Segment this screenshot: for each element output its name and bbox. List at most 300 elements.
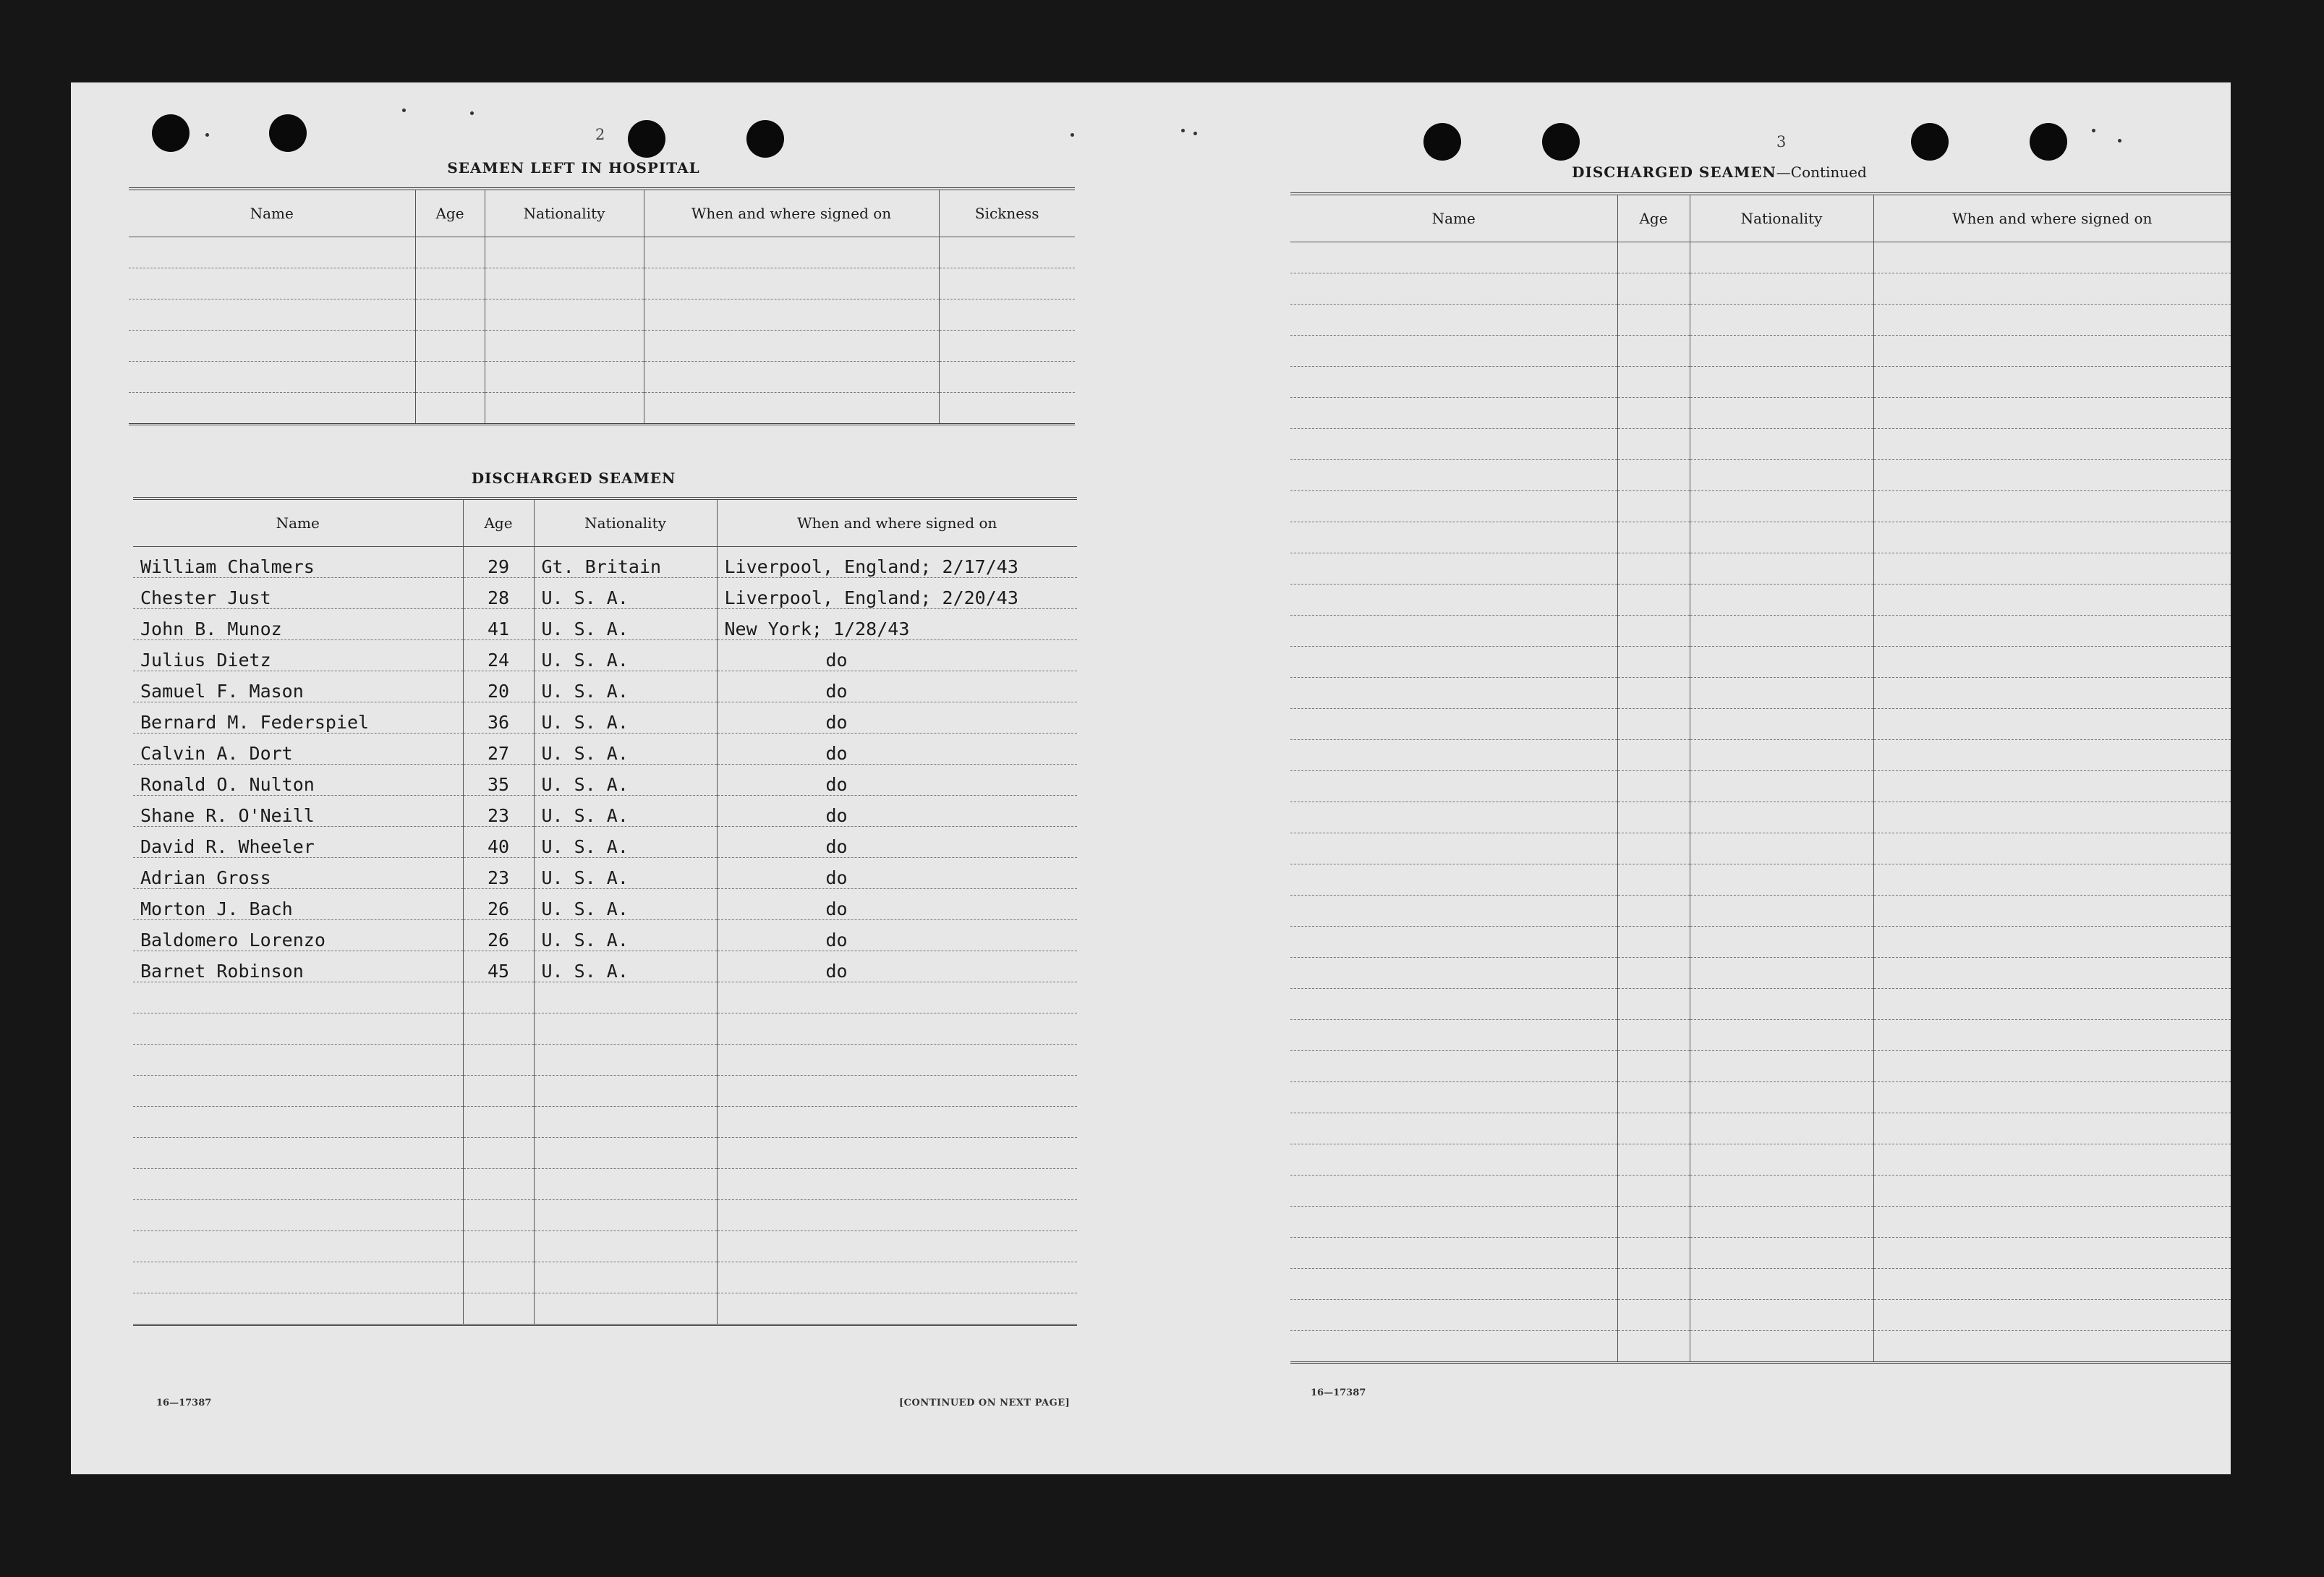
cell-signed-on: do: [717, 734, 1077, 765]
punch-hole: [628, 120, 665, 158]
table-row: [129, 299, 1075, 331]
cell-signed-on: do: [717, 702, 1077, 734]
table-row: [129, 393, 1075, 425]
cell-nationality: U. S. A.: [534, 951, 717, 982]
cell-nationality: U. S. A.: [534, 858, 717, 889]
table-row: [133, 640, 1077, 671]
cell-age: [1617, 1176, 1690, 1207]
cell-age: [463, 1076, 534, 1107]
column-header-nationality: Nationality: [534, 498, 717, 547]
cell-name: [133, 1293, 463, 1325]
cell-name: [1290, 802, 1617, 833]
punch-hole: [746, 120, 784, 158]
cell-name: [129, 237, 415, 268]
cell-age: [463, 1262, 534, 1293]
cell-name: [1290, 1113, 1617, 1144]
table-row: [1290, 1238, 2231, 1269]
cell-signed-on: do: [717, 951, 1077, 982]
table-row: [1290, 1144, 2231, 1176]
punch-hole: [1911, 123, 1949, 161]
punch-hole: [152, 114, 190, 152]
speck: [1193, 132, 1197, 135]
cell-nationality: [1690, 429, 1873, 460]
table-row: [1290, 398, 2231, 429]
column-header-nationality: Nationality: [485, 189, 644, 237]
cell-nationality: [1690, 958, 1873, 989]
cell-nationality: [1690, 273, 1873, 305]
cell-age: [1617, 771, 1690, 802]
cell-age: [1617, 585, 1690, 616]
table-row: [133, 609, 1077, 640]
cell-age: [1617, 1300, 1690, 1331]
cell-age: [415, 362, 485, 393]
cell-name: [1290, 1238, 1617, 1269]
cell-signed-on: [1873, 1331, 2231, 1363]
speck: [2118, 139, 2121, 143]
cell-name: [1290, 1051, 1617, 1082]
cell-nationality: [1690, 740, 1873, 771]
cell-nationality: U. S. A.: [534, 889, 717, 920]
cell-age: 23: [463, 858, 534, 889]
cell-age: 20: [463, 671, 534, 702]
cell-name: [1290, 553, 1617, 585]
cell-signed-on: [717, 1013, 1077, 1045]
cell-signed-on: New York; 1/28/43: [717, 609, 1077, 640]
cell-signed-on: [1873, 616, 2231, 647]
table-row: [133, 1076, 1077, 1107]
cell-signed-on: [1873, 896, 2231, 927]
table-row: [1290, 367, 2231, 398]
cell-name: [1290, 522, 1617, 553]
cell-age: [1617, 678, 1690, 709]
table-row: [1290, 1331, 2231, 1363]
cell-age: [1617, 1144, 1690, 1176]
cell-nationality: [1690, 367, 1873, 398]
form-number: 16—17387: [1311, 1387, 1366, 1398]
cell-nationality: [534, 1169, 717, 1200]
cell-name: [129, 268, 415, 299]
cell-name: Adrian Gross: [133, 858, 463, 889]
cell-age: [1617, 1269, 1690, 1300]
cell-nationality: [1690, 927, 1873, 958]
cell-name: Shane R. O'Neill: [133, 796, 463, 827]
cell-nationality: [1690, 1207, 1873, 1238]
cell-signed-on: [1873, 1082, 2231, 1113]
page-number: 2: [595, 126, 605, 143]
punch-hole: [1423, 123, 1461, 161]
cell-nationality: [1690, 1176, 1873, 1207]
cell-nationality: [1690, 585, 1873, 616]
cell-name: Baldomero Lorenzo: [133, 920, 463, 951]
table-row: [1290, 305, 2231, 336]
cell-nationality: [485, 393, 644, 425]
cell-name: [1290, 771, 1617, 802]
cell-name: [1290, 460, 1617, 491]
cell-signed-on: [717, 1138, 1077, 1169]
cell-nationality: U. S. A.: [534, 796, 717, 827]
cell-nationality: [1690, 616, 1873, 647]
cell-age: [1617, 1331, 1690, 1363]
cell-signed-on: do: [717, 640, 1077, 671]
cell-nationality: [534, 1293, 717, 1325]
cell-signed-on: do: [717, 765, 1077, 796]
table-row: [133, 1045, 1077, 1076]
table-row: [133, 827, 1077, 858]
table-row: [133, 951, 1077, 982]
table-row: [133, 765, 1077, 796]
table-row: [129, 362, 1075, 393]
cell-nationality: [1690, 896, 1873, 927]
cell-signed-on: do: [717, 920, 1077, 951]
discharged-table: [133, 497, 1077, 1326]
cell-name: [1290, 958, 1617, 989]
cell-signed-on: [1873, 1113, 2231, 1144]
cell-nationality: [1690, 336, 1873, 367]
cell-sickness: [939, 393, 1075, 425]
table-row: [1290, 1020, 2231, 1051]
cell-age: [463, 1107, 534, 1138]
cell-signed-on: Liverpool, England; 2/17/43: [717, 547, 1077, 578]
cell-name: [133, 1262, 463, 1293]
title-suffix: —Continued: [1776, 163, 1867, 181]
cell-sickness: [939, 331, 1075, 362]
table-row: [1290, 273, 2231, 305]
cell-name: [133, 1076, 463, 1107]
cell-name: Chester Just: [133, 578, 463, 609]
cell-age: [1617, 647, 1690, 678]
cell-nationality: [485, 331, 644, 362]
cell-signed-on: do: [717, 889, 1077, 920]
cell-age: [1617, 802, 1690, 833]
cell-name: Morton J. Bach: [133, 889, 463, 920]
cell-age: [1617, 553, 1690, 585]
cell-nationality: [485, 299, 644, 331]
cell-age: [463, 982, 534, 1013]
cell-name: [133, 982, 463, 1013]
table-row: [1290, 740, 2231, 771]
cell-age: 29: [463, 547, 534, 578]
cell-signed-on: [1873, 336, 2231, 367]
cell-nationality: [1690, 460, 1873, 491]
cell-nationality: [1690, 553, 1873, 585]
cell-signed-on: [644, 393, 939, 425]
cell-nationality: U. S. A.: [534, 640, 717, 671]
cell-signed-on: [1873, 678, 2231, 709]
table-row: [1290, 833, 2231, 864]
table-row: [1290, 553, 2231, 585]
cell-age: [1617, 273, 1690, 305]
cell-name: [1290, 1176, 1617, 1207]
cell-age: [1617, 989, 1690, 1020]
cell-signed-on: [1873, 864, 2231, 896]
cell-nationality: [1690, 491, 1873, 522]
cell-age: [1617, 1020, 1690, 1051]
discharged-continued-table: [1290, 192, 2231, 1364]
cell-nationality: [1690, 802, 1873, 833]
cell-signed-on: [1873, 1176, 2231, 1207]
cell-signed-on: do: [717, 827, 1077, 858]
cell-nationality: U. S. A.: [534, 765, 717, 796]
cell-signed-on: [1873, 522, 2231, 553]
speck: [205, 133, 209, 137]
cell-nationality: [1690, 1051, 1873, 1082]
table-row: [129, 237, 1075, 268]
cell-nationality: [1690, 833, 1873, 864]
cell-nationality: [1690, 1300, 1873, 1331]
cell-signed-on: [717, 1107, 1077, 1138]
table-row: [133, 734, 1077, 765]
table-row: [133, 1013, 1077, 1045]
table-row: [133, 1200, 1077, 1231]
cell-age: 24: [463, 640, 534, 671]
cell-sickness: [939, 268, 1075, 299]
cell-name: [1290, 1300, 1617, 1331]
column-header-signed-on: When and where signed on: [644, 189, 939, 237]
cell-signed-on: [1873, 585, 2231, 616]
cell-age: [463, 1200, 534, 1231]
cell-name: [133, 1169, 463, 1200]
cell-name: [1290, 585, 1617, 616]
cell-age: [1617, 864, 1690, 896]
cell-age: [1617, 616, 1690, 647]
cell-age: 23: [463, 796, 534, 827]
cell-name: [1290, 491, 1617, 522]
cell-name: [1290, 242, 1617, 273]
cell-age: 36: [463, 702, 534, 734]
cell-age: [463, 1169, 534, 1200]
cell-nationality: [1690, 864, 1873, 896]
cell-name: [129, 331, 415, 362]
column-header-age: Age: [415, 189, 485, 237]
cell-nationality: U. S. A.: [534, 671, 717, 702]
table-row: [1290, 242, 2231, 273]
cell-name: [129, 299, 415, 331]
cell-nationality: [1690, 989, 1873, 1020]
cell-signed-on: [1873, 1144, 2231, 1176]
cell-age: [1617, 1207, 1690, 1238]
continued-note: [CONTINUED ON NEXT PAGE]: [899, 1398, 1071, 1408]
speck: [2092, 129, 2095, 132]
table-row: [133, 578, 1077, 609]
cell-age: [1617, 740, 1690, 771]
cell-name: [133, 1107, 463, 1138]
cell-name: [1290, 1207, 1617, 1238]
cell-nationality: U. S. A.: [534, 702, 717, 734]
table-row: [1290, 771, 2231, 802]
cell-age: [1617, 305, 1690, 336]
cell-age: 26: [463, 889, 534, 920]
punch-hole: [269, 114, 307, 152]
table-row: [1290, 1300, 2231, 1331]
cell-age: [1617, 242, 1690, 273]
discharged-continued-title: [1340, 163, 2099, 181]
cell-signed-on: [717, 1200, 1077, 1231]
cell-age: 27: [463, 734, 534, 765]
column-header-signed-on: When and where signed on: [717, 498, 1077, 547]
cell-name: [1290, 1082, 1617, 1113]
cell-signed-on: [1873, 927, 2231, 958]
cell-signed-on: [644, 237, 939, 268]
cell-age: [1617, 833, 1690, 864]
cell-signed-on: do: [717, 858, 1077, 889]
cell-sickness: [939, 299, 1075, 331]
cell-nationality: [1690, 1269, 1873, 1300]
cell-age: 45: [463, 951, 534, 982]
cell-nationality: [1690, 522, 1873, 553]
cell-signed-on: [1873, 1300, 2231, 1331]
cell-name: [1290, 336, 1617, 367]
cell-age: 26: [463, 920, 534, 951]
cell-name: [1290, 833, 1617, 864]
cell-name: [1290, 896, 1617, 927]
table-row: [1290, 958, 2231, 989]
cell-age: [1617, 429, 1690, 460]
table-row: [1290, 616, 2231, 647]
cell-name: [129, 362, 415, 393]
table-row: [1290, 1207, 2231, 1238]
cell-age: [463, 1293, 534, 1325]
cell-age: [1617, 460, 1690, 491]
cell-name: [1290, 398, 1617, 429]
cell-nationality: [534, 1138, 717, 1169]
cell-signed-on: [644, 362, 939, 393]
table-row: [133, 702, 1077, 734]
cell-signed-on: [717, 1076, 1077, 1107]
cell-signed-on: [1873, 958, 2231, 989]
cell-age: [1617, 896, 1690, 927]
cell-age: [415, 299, 485, 331]
cell-name: Bernard M. Federspiel: [133, 702, 463, 734]
cell-name: [133, 1200, 463, 1231]
cell-signed-on: [1873, 460, 2231, 491]
cell-nationality: U. S. A.: [534, 734, 717, 765]
cell-name: [1290, 864, 1617, 896]
table-row: [129, 331, 1075, 362]
table-row: [133, 547, 1077, 578]
cell-name: [129, 393, 415, 425]
cell-name: Barnet Robinson: [133, 951, 463, 982]
cell-nationality: [1690, 1331, 1873, 1363]
table-row: [133, 1169, 1077, 1200]
speck: [402, 109, 406, 112]
form-sheet: [71, 82, 2231, 1474]
punch-hole: [1542, 123, 1580, 161]
cell-name: John B. Munoz: [133, 609, 463, 640]
cell-nationality: [1690, 1113, 1873, 1144]
cell-signed-on: [717, 1231, 1077, 1262]
cell-age: [415, 393, 485, 425]
table-row: [1290, 1113, 2231, 1144]
cell-nationality: U. S. A.: [534, 827, 717, 858]
cell-name: David R. Wheeler: [133, 827, 463, 858]
table-row: [133, 1293, 1077, 1325]
table-row: [1290, 896, 2231, 927]
cell-name: Calvin A. Dort: [133, 734, 463, 765]
cell-nationality: [1690, 305, 1873, 336]
cell-nationality: [1690, 1144, 1873, 1176]
cell-age: [1617, 1082, 1690, 1113]
table-row: [1290, 1269, 2231, 1300]
cell-nationality: [1690, 709, 1873, 740]
table-row: [133, 982, 1077, 1013]
cell-age: 41: [463, 609, 534, 640]
cell-nationality: U. S. A.: [534, 578, 717, 609]
column-header-signed-on: When and where signed on: [1873, 194, 2231, 242]
column-header-nationality: Nationality: [1690, 194, 1873, 242]
table-row: [1290, 989, 2231, 1020]
cell-signed-on: [717, 1045, 1077, 1076]
cell-signed-on: [1873, 1207, 2231, 1238]
cell-signed-on: [1873, 771, 2231, 802]
table-row: [1290, 585, 2231, 616]
cell-signed-on: [1873, 740, 2231, 771]
cell-name: [1290, 305, 1617, 336]
cell-sickness: [939, 237, 1075, 268]
cell-signed-on: [644, 268, 939, 299]
cell-age: [415, 331, 485, 362]
cell-signed-on: [1873, 1269, 2231, 1300]
hospital-table: [129, 187, 1075, 425]
cell-age: [1617, 1113, 1690, 1144]
form-number: 16—17387: [156, 1398, 212, 1408]
cell-nationality: [485, 268, 644, 299]
cell-signed-on: [1873, 553, 2231, 585]
cell-name: [1290, 1144, 1617, 1176]
cell-nationality: [1690, 771, 1873, 802]
table-row: [133, 1262, 1077, 1293]
right-page: [1156, 82, 2231, 1474]
cell-age: [463, 1013, 534, 1045]
cell-name: [1290, 989, 1617, 1020]
cell-name: William Chalmers: [133, 547, 463, 578]
table-row: [1290, 678, 2231, 709]
cell-age: [1617, 709, 1690, 740]
table-row: [133, 671, 1077, 702]
cell-nationality: U. S. A.: [534, 920, 717, 951]
hospital-section-title: SEAMEN LEFT IN HOSPITAL: [447, 159, 700, 177]
cell-nationality: [1690, 1238, 1873, 1269]
table-row: [133, 796, 1077, 827]
cell-age: [1617, 522, 1690, 553]
table-row: [1290, 802, 2231, 833]
cell-signed-on: [1873, 429, 2231, 460]
table-row: [133, 1107, 1077, 1138]
table-row: [1290, 460, 2231, 491]
cell-age: [1617, 336, 1690, 367]
left-page: [71, 82, 1156, 1474]
table-row: [133, 920, 1077, 951]
cell-signed-on: [717, 1293, 1077, 1325]
cell-age: [463, 1231, 534, 1262]
cell-name: [1290, 1331, 1617, 1363]
table-row: [1290, 709, 2231, 740]
cell-age: [463, 1138, 534, 1169]
cell-name: [1290, 647, 1617, 678]
cell-signed-on: [644, 299, 939, 331]
table-row: [1290, 336, 2231, 367]
cell-nationality: [485, 362, 644, 393]
cell-signed-on: [717, 1262, 1077, 1293]
cell-age: [1617, 1051, 1690, 1082]
cell-signed-on: [1873, 1238, 2231, 1269]
cell-name: Julius Dietz: [133, 640, 463, 671]
cell-name: [133, 1231, 463, 1262]
cell-age: [1617, 927, 1690, 958]
cell-signed-on: [1873, 367, 2231, 398]
cell-name: [133, 1045, 463, 1076]
table-row: [133, 889, 1077, 920]
cell-nationality: [534, 1045, 717, 1076]
